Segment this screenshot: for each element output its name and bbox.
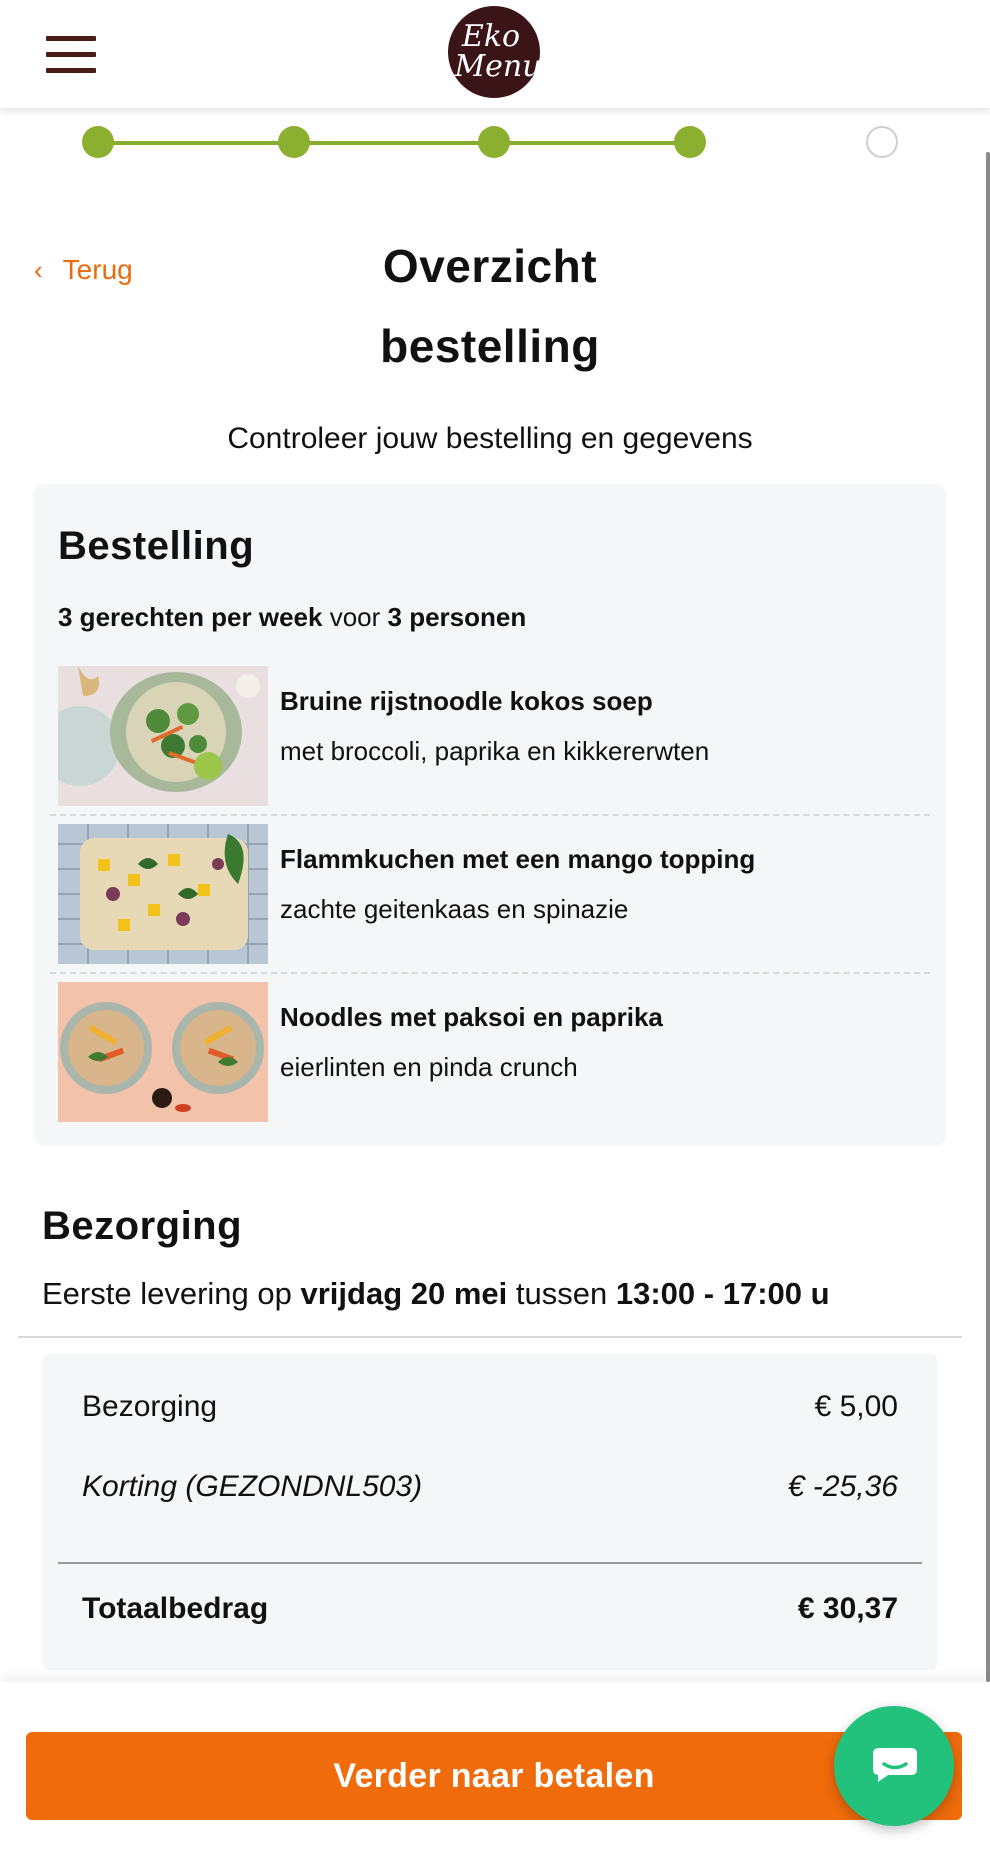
meal-description: zachte geitenkaas en spinazie — [280, 894, 629, 924]
back-label: Terug — [62, 254, 133, 285]
discount-label: Korting (GEZONDNL503) — [82, 1470, 423, 1503]
page-subtitle: Controleer jouw bestelling en gegevens — [227, 422, 753, 455]
total-value: € 30,37 — [797, 1592, 898, 1625]
meal-name: Bruine rijstnoodle kokos soep — [280, 686, 653, 716]
delivery-heading: Bezorging — [42, 1204, 243, 1248]
delivery-connector: tussen — [515, 1276, 608, 1311]
delivery-cost-value: € 5,00 — [814, 1390, 898, 1423]
price-row-total — [82, 1592, 898, 1626]
continue-to-payment-button[interactable]: Verder naar betalen — [26, 1732, 962, 1820]
progress-step-1 — [82, 126, 114, 158]
scrollbar[interactable] — [986, 152, 990, 1682]
app-header — [0, 0, 990, 108]
meal-divider — [50, 814, 930, 816]
order-card — [34, 484, 946, 1146]
meals-per-week: 3 gerechten per week — [58, 602, 323, 632]
meal-item[interactable] — [58, 666, 930, 806]
meal-name: Noodles met paksoi en paprika — [280, 1002, 663, 1032]
logo-text-line1: Eko — [461, 19, 521, 54]
back-link[interactable] — [34, 254, 133, 286]
meal-description: eierlinten en pinda crunch — [280, 1052, 578, 1082]
progress-track — [98, 141, 676, 145]
price-row-delivery — [82, 1390, 898, 1424]
meal-description: met broccoli, paprika en kikkererwten — [280, 736, 710, 766]
price-divider — [58, 1562, 922, 1564]
progress-step-4 — [674, 126, 706, 158]
delivery-cost-label: Bezorging — [82, 1390, 218, 1423]
price-row-discount — [82, 1470, 898, 1504]
delivery-prefix: Eerste levering op — [42, 1276, 292, 1311]
section-divider — [18, 1336, 962, 1338]
meal-divider — [50, 972, 930, 974]
delivery-time: 13:00 - 17:00 u — [615, 1276, 830, 1311]
order-heading: Bestelling — [58, 524, 255, 568]
order-summary — [58, 602, 526, 633]
progress-step-3 — [478, 126, 510, 158]
meal-image — [58, 666, 268, 806]
meal-image — [58, 982, 268, 1122]
chevron-left-icon: ‹ — [34, 254, 43, 285]
total-label: Totaalbedrag — [82, 1592, 269, 1625]
chat-button[interactable] — [834, 1706, 954, 1826]
brand-logo[interactable] — [448, 6, 540, 98]
delivery-info — [42, 1276, 830, 1312]
persons-count: 3 personen — [387, 602, 527, 632]
progress-step-2 — [278, 126, 310, 158]
meal-image — [58, 824, 268, 964]
meal-name: Flammkuchen met een mango topping — [280, 844, 756, 874]
summary-connector: voor — [329, 602, 381, 632]
page-title: Overzicht bestelling — [380, 240, 600, 372]
logo-text-line2: Menu — [454, 49, 542, 84]
hamburger-icon[interactable] — [46, 36, 100, 76]
meal-item[interactable] — [58, 824, 930, 964]
delivery-date: vrijdag 20 mei — [300, 1276, 508, 1311]
meal-item[interactable] — [58, 982, 930, 1122]
checkout-progress — [82, 126, 912, 160]
price-summary — [42, 1354, 938, 1670]
discount-value: € -25,36 — [787, 1470, 898, 1503]
progress-step-5 — [866, 126, 898, 158]
